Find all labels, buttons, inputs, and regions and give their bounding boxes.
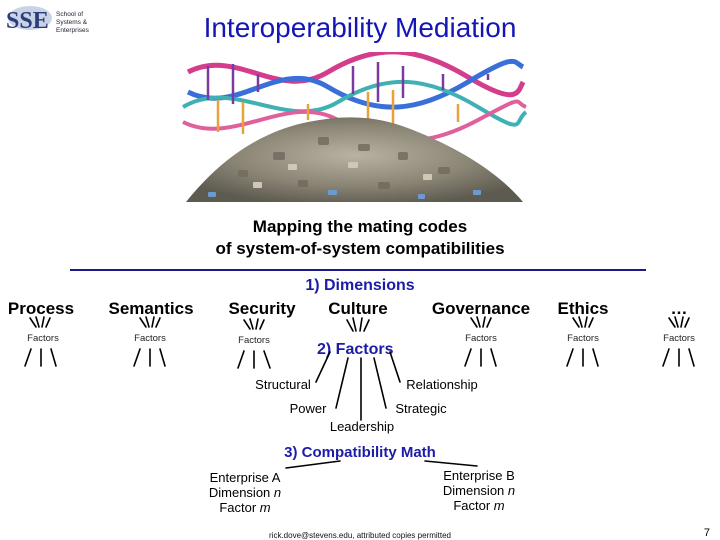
enterprise-a-dimension: Dimension n xyxy=(208,485,282,500)
dimension-governance: Governance xyxy=(431,299,531,318)
factors-label-ethics: Factors xyxy=(567,333,599,344)
factor-ticks-security xyxy=(238,319,270,368)
factors-label-governance: Factors xyxy=(465,333,497,344)
factor-ticks-ethics xyxy=(567,317,598,366)
caption-line1: Mapping the mating codes xyxy=(252,217,468,236)
enterprise-b-dimension: Dimension n xyxy=(442,483,516,498)
compatibility-lines xyxy=(286,461,477,468)
caption-line2: of system-of-system compatibilities xyxy=(215,239,505,258)
footer-credit: rick.dove@stevens.edu, attributed copies permitted xyxy=(269,531,451,540)
dimension-process: Process xyxy=(7,299,75,318)
school-name: School of Systems & Enterprises xyxy=(56,11,89,34)
page-number: 7 xyxy=(703,527,710,539)
factor-relationship: Relationship xyxy=(406,377,478,392)
enterprise-b-factor: Factor m xyxy=(453,498,505,513)
dimensions-heading: 1) Dimensions xyxy=(305,277,415,294)
factor-ticks-more xyxy=(663,317,694,366)
factor-ticks-governance xyxy=(465,317,496,366)
factor-ticks-culture xyxy=(316,318,400,420)
svg-text:SSE: SSE xyxy=(6,8,49,34)
dimension-ethics: Ethics xyxy=(557,299,609,318)
factors-label-more: Factors xyxy=(663,333,695,344)
factor-ticks-process xyxy=(25,317,56,366)
page-title: Interoperability Mediation xyxy=(203,12,517,43)
factors-label-security: Factors xyxy=(238,335,270,346)
factors-label-process: Factors xyxy=(27,333,59,344)
factor-leadership: Leadership xyxy=(329,419,395,434)
dimension-semantics: Semantics xyxy=(108,299,194,318)
enterprise-a-name: Enterprise A xyxy=(209,470,281,485)
dimension-culture: Culture xyxy=(328,299,388,318)
enterprise-a-factor: Factor m xyxy=(219,500,271,515)
factor-structural: Structural xyxy=(255,377,311,392)
factors-label-semantics: Factors xyxy=(134,333,166,344)
factor-strategic: Strategic xyxy=(395,401,447,416)
factor-ticks-semantics xyxy=(134,317,165,366)
dimension-more: … xyxy=(670,299,688,318)
enterprise-b-name: Enterprise B xyxy=(443,468,515,483)
dimension-security: Security xyxy=(228,299,296,318)
compatibility-math-heading: 3) Compatibility Math xyxy=(284,444,436,461)
factors-heading: 2) Factors xyxy=(317,341,394,358)
factor-power: Power xyxy=(289,401,327,416)
